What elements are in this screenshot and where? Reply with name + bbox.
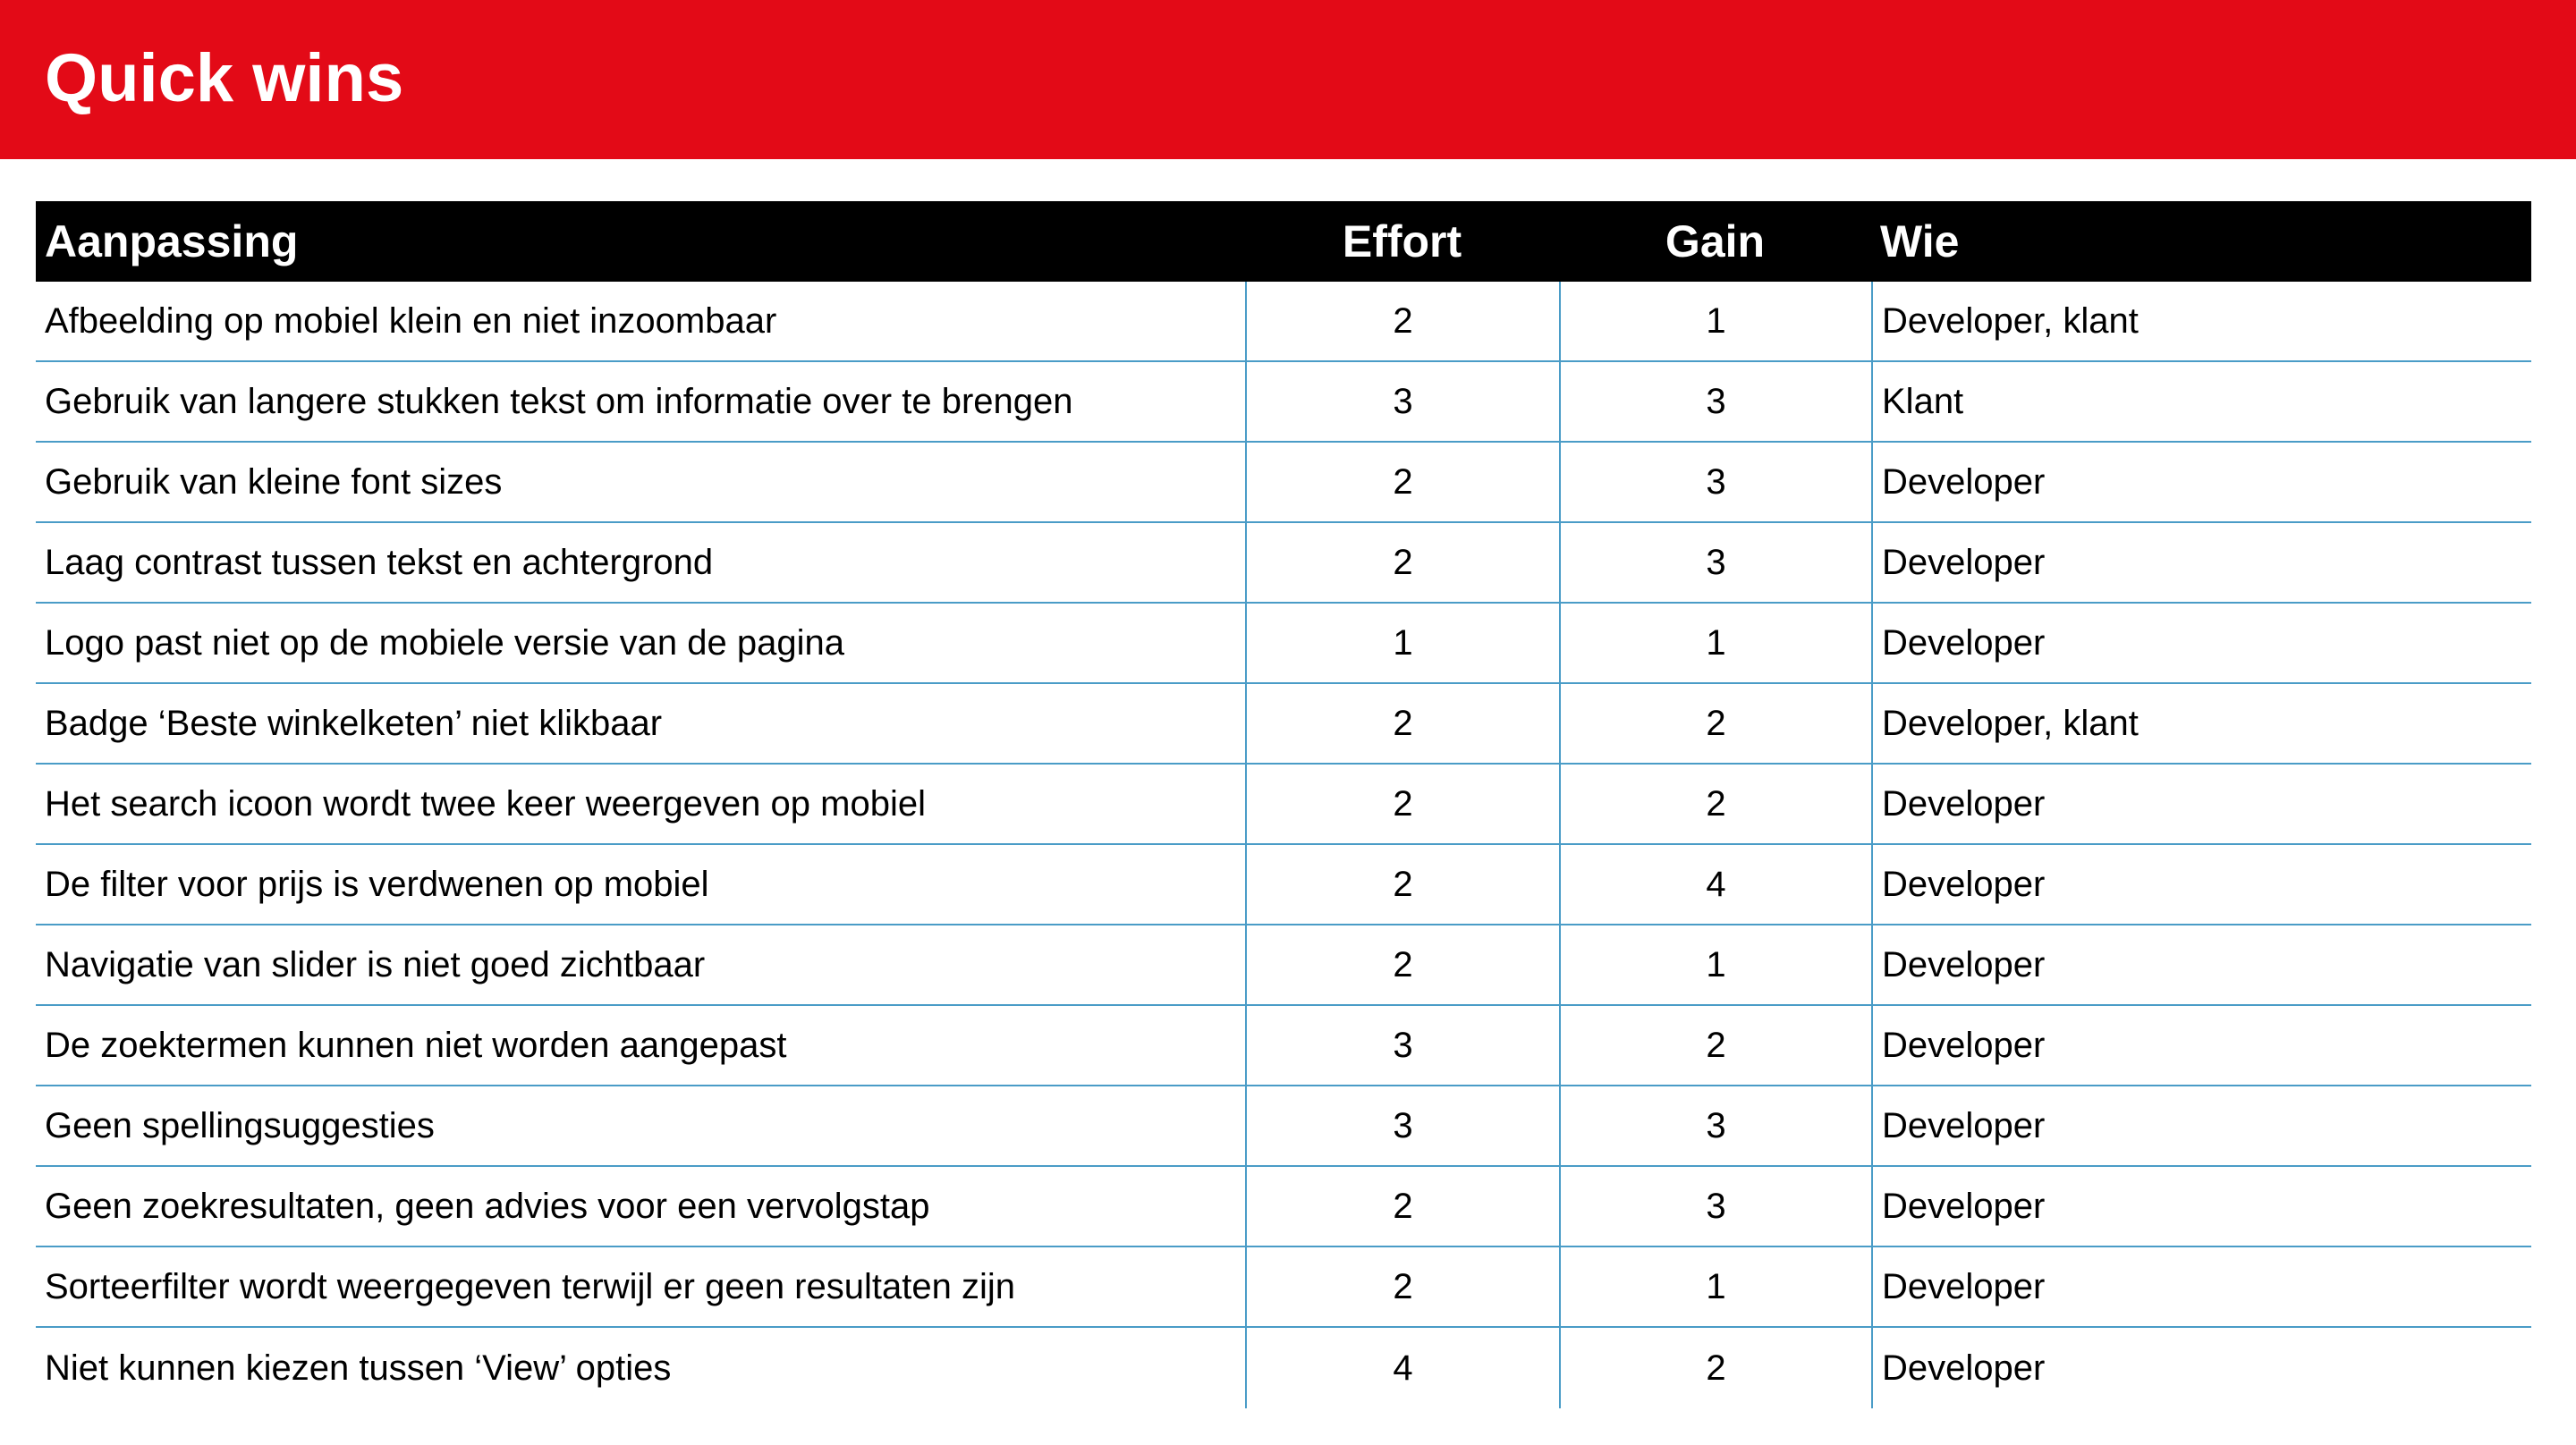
cell-effort: 2 bbox=[1245, 1167, 1559, 1246]
table-row bbox=[36, 362, 2531, 443]
cell-who: Developer bbox=[1871, 845, 2531, 924]
cell-who: Developer bbox=[1871, 765, 2531, 843]
cell-gain: 3 bbox=[1559, 1086, 1871, 1165]
cell-change: Geen zoekresultaten, geen advies voor een vervolgstap bbox=[45, 1186, 930, 1226]
cell-change: Geen spellingsuggesties bbox=[45, 1105, 435, 1145]
cell-change: Het search icoon wordt twee keer weergeven op mobiel bbox=[45, 783, 926, 824]
table-row bbox=[36, 925, 2531, 1006]
table-row bbox=[36, 845, 2531, 925]
cell-gain: 1 bbox=[1559, 1247, 1871, 1326]
cell-who: Klant bbox=[1871, 362, 2531, 441]
cell-change: Gebruik van kleine font sizes bbox=[45, 461, 503, 502]
cell-change: Navigatie van slider is niet goed zichtbaar bbox=[45, 944, 706, 984]
cell-gain: 2 bbox=[1559, 684, 1871, 763]
cell-change: Afbeelding op mobiel klein en niet inzoombaar bbox=[45, 300, 777, 341]
table-row bbox=[36, 684, 2531, 765]
cell-gain: 1 bbox=[1559, 604, 1871, 682]
table-row bbox=[36, 1328, 2531, 1408]
cell-gain: 3 bbox=[1559, 523, 1871, 602]
cell-effort: 1 bbox=[1245, 604, 1559, 682]
cell-effort: 4 bbox=[1245, 1328, 1559, 1408]
cell-change: Laag contrast tussen tekst en achtergrond bbox=[45, 542, 714, 582]
table-row bbox=[36, 443, 2531, 523]
cell-gain: 1 bbox=[1559, 282, 1871, 360]
cell-gain: 3 bbox=[1559, 362, 1871, 441]
cell-change: Sorteerfilter wordt weergegeven terwijl er geen resultaten zijn bbox=[45, 1266, 1015, 1306]
table-row bbox=[36, 1006, 2531, 1086]
cell-gain: 2 bbox=[1559, 765, 1871, 843]
cell-effort: 2 bbox=[1245, 765, 1559, 843]
cell-who: Developer bbox=[1871, 1086, 2531, 1165]
cell-gain: 4 bbox=[1559, 845, 1871, 924]
cell-effort: 2 bbox=[1245, 523, 1559, 602]
cell-who: Developer bbox=[1871, 1328, 2531, 1408]
cell-change: Gebruik van langere stukken tekst om informatie over te brengen bbox=[45, 381, 1073, 421]
header-effort: Effort bbox=[1342, 216, 1462, 266]
cell-who: Developer bbox=[1871, 925, 2531, 1004]
table-row bbox=[36, 523, 2531, 604]
cell-who: Developer, klant bbox=[1871, 282, 2531, 360]
header-gain: Gain bbox=[1665, 216, 1766, 266]
cell-change: Badge ‘Beste winkelketen’ niet klikbaar bbox=[45, 703, 663, 743]
cell-change: Logo past niet op de mobiele versie van de pagina bbox=[45, 622, 844, 663]
table-row bbox=[36, 1086, 2531, 1167]
cell-effort: 2 bbox=[1245, 282, 1559, 360]
cell-change: De zoektermen kunnen niet worden aangepast bbox=[45, 1025, 787, 1065]
cell-gain: 2 bbox=[1559, 1328, 1871, 1408]
table-row bbox=[36, 1167, 2531, 1247]
cell-who: Developer bbox=[1871, 523, 2531, 602]
cell-effort: 3 bbox=[1245, 1006, 1559, 1085]
table-header-row bbox=[36, 201, 2531, 282]
cell-who: Developer bbox=[1871, 604, 2531, 682]
cell-effort: 2 bbox=[1245, 684, 1559, 763]
cell-who: Developer bbox=[1871, 443, 2531, 521]
table-row bbox=[36, 604, 2531, 684]
cell-gain: 2 bbox=[1559, 1006, 1871, 1085]
table-row bbox=[36, 1247, 2531, 1328]
cell-effort: 3 bbox=[1245, 362, 1559, 441]
table-row bbox=[36, 282, 2531, 362]
table-row bbox=[36, 765, 2531, 845]
quick-wins-table bbox=[36, 201, 2531, 1408]
cell-gain: 3 bbox=[1559, 443, 1871, 521]
cell-change: Niet kunnen kiezen tussen ‘View’ opties bbox=[45, 1348, 672, 1388]
cell-who: Developer, klant bbox=[1871, 684, 2531, 763]
cell-effort: 2 bbox=[1245, 845, 1559, 924]
cell-effort: 3 bbox=[1245, 1086, 1559, 1165]
cell-effort: 2 bbox=[1245, 443, 1559, 521]
cell-who: Developer bbox=[1871, 1247, 2531, 1326]
header-who: Wie bbox=[1880, 216, 1960, 266]
cell-change: De filter voor prijs is verdwenen op mobiel bbox=[45, 864, 709, 904]
cell-who: Developer bbox=[1871, 1167, 2531, 1246]
header-change: Aanpassing bbox=[45, 216, 299, 266]
cell-gain: 1 bbox=[1559, 925, 1871, 1004]
cell-gain: 3 bbox=[1559, 1167, 1871, 1246]
page-title: Quick wins bbox=[45, 40, 404, 116]
cell-who: Developer bbox=[1871, 1006, 2531, 1085]
cell-effort: 2 bbox=[1245, 1247, 1559, 1326]
cell-effort: 2 bbox=[1245, 925, 1559, 1004]
title-banner bbox=[0, 0, 2576, 159]
